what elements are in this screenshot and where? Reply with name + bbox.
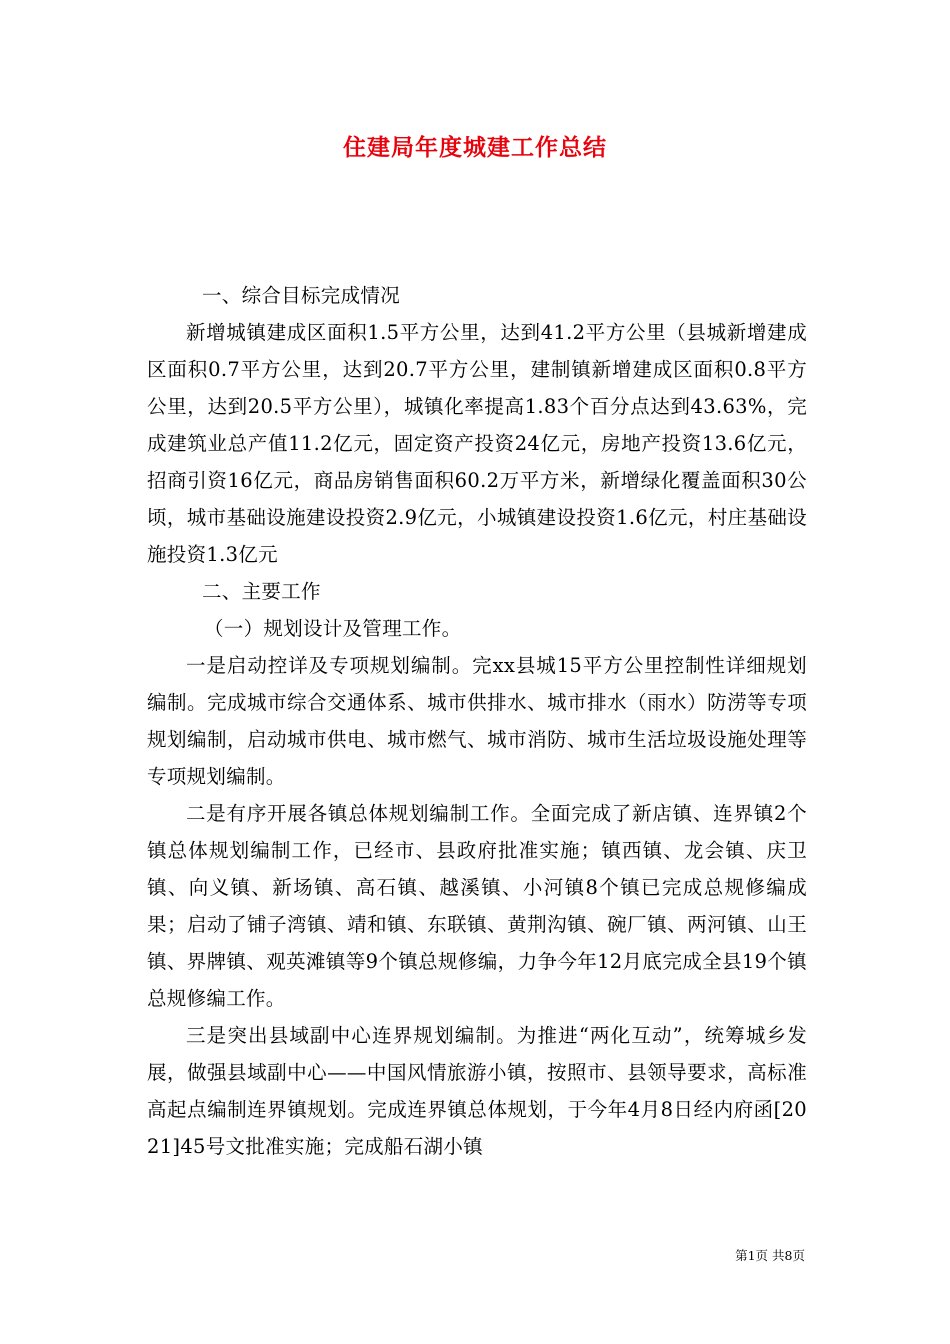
subsection-heading-planning: （一）规划设计及管理工作。 <box>204 617 462 640</box>
section-heading-1: 一、综合目标完成情况 <box>202 284 401 307</box>
paragraph-planning-1: 一是启动控详及专项规划编制。完xx县城15平方公里控制性详细规划编制。完成城市综合交通体系、城市供排水、城市排水（雨水）防涝等专项规划编制，启动城市供电、城市燃气、城市消防、城市生活垃圾设施处理等专项规划编制。 <box>147 654 807 788</box>
paragraph-planning-3: 三是突出县域副中心连界规划编制。为推进“两化互动”，统筹城乡发展，做强县域副中心——中国风情旅游小镇，按照市、县领导要求，高标准高起点编制连界镇规划。完成连界镇总体规划，于今年4月8日经内府函[2021]45号文批准实施；完成船石湖小镇 <box>147 1024 807 1158</box>
document-title: 住建局年度城建工作总结 <box>343 134 607 161</box>
document-body <box>147 277 807 1165</box>
paragraph-planning-2: 二是有序开展各镇总体规划编制工作。全面完成了新店镇、连界镇2个镇总体规划编制工作，已经市、县政府批准实施；镇西镇、龙会镇、庆卫镇、向义镇、新场镇、高石镇、越溪镇、小河镇8个镇已完成总规修编成果；启动了铺子湾镇、靖和镇、东联镇、黄荆沟镇、碗厂镇、两河镇、山王镇、界牌镇、观英滩镇等9个镇总规修编，力争今年12月底完成全县19个镇总规修编工作。 <box>147 802 807 1010</box>
paragraph-overall-targets: 新增城镇建成区面积1.5平方公里，达到41.2平方公里（县城新增建成区面积0.7平方公里，达到20.7平方公里，建制镇新增建成区面积0.8平方公里，达到20.5平方公里），城镇化率提高1.83个百分点达到43.63%，完成建筑业总产值11.2亿元，固定资产投资24亿元，房地产投资13.6亿元，招商引资16亿元，商品房销售面积60.2万平方米，新增绿化覆盖面积30公顷，城市基础设施建设投资2.9亿元，小城镇建设投资1.6亿元，村庄基础设施投资1.3亿元 <box>147 321 807 566</box>
page-number: 第1页 共8页 <box>735 1248 805 1263</box>
section-heading-2: 二、主要工作 <box>202 580 321 603</box>
